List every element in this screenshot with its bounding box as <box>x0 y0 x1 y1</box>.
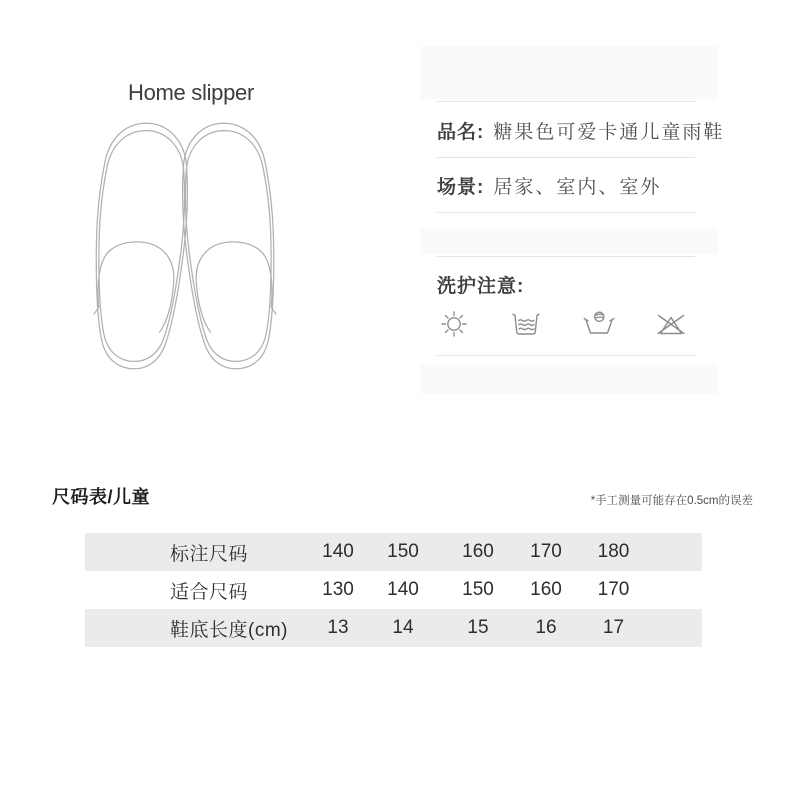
size-cell: 180 <box>597 541 630 562</box>
divider <box>437 256 695 257</box>
size-chart-title: 尺码表/儿童 <box>52 487 151 507</box>
hand-wash-icon <box>582 307 616 341</box>
size-cell: 15 <box>467 617 489 638</box>
measure-note: *手工测量可能存在0.5cm的误差 <box>590 495 753 507</box>
divider <box>437 355 695 356</box>
size-cell: 17 <box>602 617 625 638</box>
right-slipper <box>177 122 278 372</box>
sun-dry-icon <box>437 307 471 341</box>
table-row <box>85 571 702 609</box>
size-cell: 140 <box>387 579 419 600</box>
section-band <box>420 228 718 254</box>
size-cell: 150 <box>462 579 494 600</box>
product-name-row <box>437 103 725 157</box>
care-heading: 洗护注意: <box>437 276 525 297</box>
slipper-sketch <box>92 122 278 374</box>
table-row <box>85 609 702 647</box>
no-bleach-icon <box>654 307 688 341</box>
size-table <box>85 533 702 647</box>
divider <box>437 212 695 213</box>
care-icons-row <box>437 307 688 341</box>
section-band <box>420 46 718 100</box>
left-slipper <box>92 122 193 372</box>
size-cell: 14 <box>392 617 414 638</box>
size-cell: 16 <box>535 617 557 638</box>
scene-value: 居家、室内、室外 <box>493 176 662 198</box>
row-label: 鞋底长度(cm) <box>170 619 288 641</box>
table-row <box>85 533 702 571</box>
section-band <box>420 364 718 394</box>
soak-wash-icon <box>509 307 543 341</box>
sketch-title: Home slipper <box>128 80 255 105</box>
size-cell: 170 <box>597 579 630 600</box>
size-cell: 160 <box>530 579 562 600</box>
scene-label: 场景: <box>437 176 485 198</box>
size-cell: 140 <box>322 541 354 562</box>
product-name-label: 品名: <box>437 121 485 143</box>
divider <box>437 101 695 102</box>
size-cell: 13 <box>327 617 349 638</box>
row-label: 标注尺码 <box>170 543 249 565</box>
product-name-value: 糖果色可爱卡通儿童雨鞋 <box>493 121 725 143</box>
size-cell: 170 <box>530 541 562 562</box>
row-label: 适合尺码 <box>170 581 249 603</box>
size-cell: 150 <box>387 541 419 562</box>
size-cell: 130 <box>322 579 354 600</box>
size-cell: 160 <box>462 541 494 562</box>
scene-row <box>437 158 720 212</box>
